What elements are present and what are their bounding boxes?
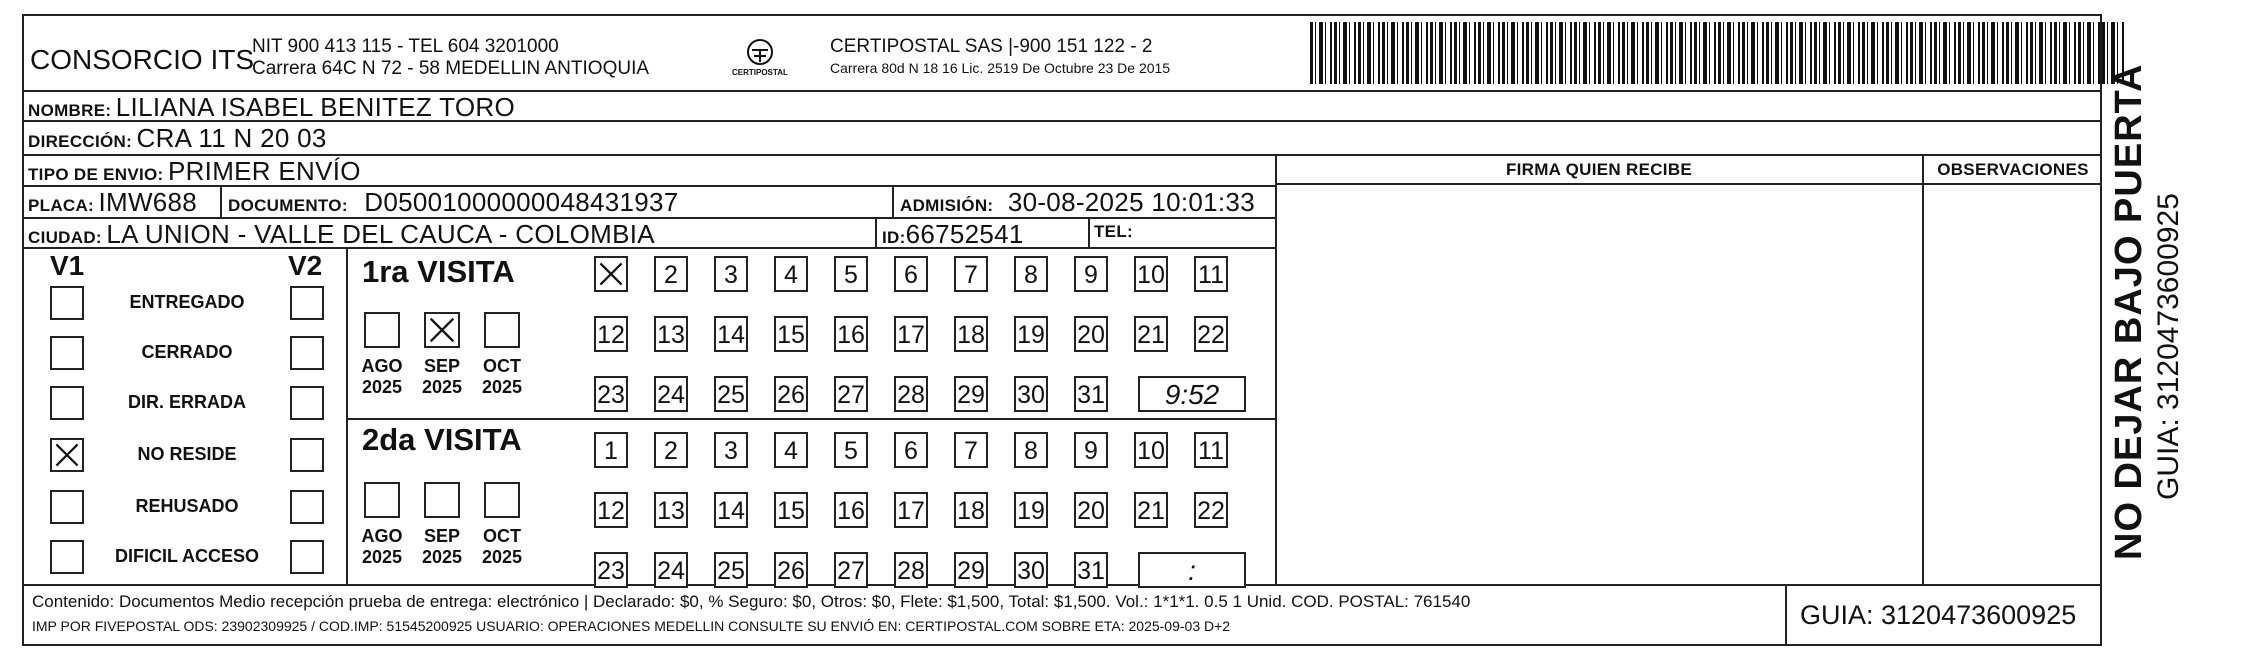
day-box[interactable]: 14 xyxy=(714,316,748,352)
v1-label: V1 xyxy=(50,250,85,281)
day-box[interactable]: 28 xyxy=(894,552,928,588)
side-warning: NO DEJAR BAJO PUERTA xyxy=(2108,63,2150,560)
day-box[interactable]: 6 xyxy=(894,256,928,292)
month-label: SEP 2025 xyxy=(421,526,463,567)
time-box[interactable]: 9:52 xyxy=(1138,376,1246,412)
day-box[interactable]: 21 xyxy=(1134,316,1168,352)
visit1-title: 1ra VISITA xyxy=(362,254,515,289)
v2-checkbox[interactable] xyxy=(290,286,324,320)
v1-checkbox[interactable] xyxy=(50,490,84,524)
id-row xyxy=(882,219,1024,250)
day-box[interactable]: 26 xyxy=(774,376,808,412)
nombre-value: LILIANA ISABEL BENITEZ TORO xyxy=(115,92,515,122)
month-checkbox[interactable] xyxy=(364,482,400,518)
nombre-row xyxy=(28,92,515,123)
x-mark-icon xyxy=(426,314,458,346)
day-box[interactable]: 25 xyxy=(714,376,748,412)
x-mark-icon xyxy=(52,440,82,470)
day-box[interactable]: 15 xyxy=(774,316,808,352)
v2-checkbox[interactable] xyxy=(290,386,324,420)
status-label: DIR. ERRADA xyxy=(127,392,246,412)
side-guia: GUIA: 3120473600925 xyxy=(2152,193,2185,500)
placa-row xyxy=(28,187,197,218)
month-label: OCT 2025 xyxy=(481,526,523,567)
day-box[interactable]: 4 xyxy=(774,432,808,468)
v1-checkbox[interactable] xyxy=(50,540,84,574)
direccion-value: CRA 11 N 20 03 xyxy=(136,123,327,153)
day-box[interactable]: 26 xyxy=(774,552,808,588)
id-label: ID: xyxy=(882,228,906,247)
v2-checkbox[interactable] xyxy=(290,438,324,472)
tipo-label: TIPO DE ENVIO: xyxy=(28,165,164,184)
day-box[interactable]: 7 xyxy=(954,432,988,468)
x-mark-icon xyxy=(596,258,626,290)
address-line: Carrera 64C N 72 - 58 MEDELLIN ANTIOQUIA xyxy=(252,58,650,79)
month-checkbox[interactable] xyxy=(484,312,520,348)
day-box[interactable]: 27 xyxy=(834,376,868,412)
day-box[interactable]: 30 xyxy=(1014,552,1048,588)
day-box[interactable]: 19 xyxy=(1014,492,1048,528)
day-box[interactable]: 9 xyxy=(1074,432,1108,468)
admision-label: ADMISIÓN: xyxy=(900,196,994,215)
status-label: DIFICIL ACCESO xyxy=(114,546,259,566)
certipostal-line: CERTIPOSTAL SAS |-900 151 122 - 2 xyxy=(830,36,1153,57)
day-box[interactable]: 7 xyxy=(954,256,988,292)
observaciones-header: OBSERVACIONES xyxy=(1937,160,2089,179)
day-box[interactable]: 10 xyxy=(1134,256,1168,292)
nombre-label: NOMBRE: xyxy=(28,101,112,120)
day-box[interactable]: 22 xyxy=(1194,316,1228,352)
day-box[interactable]: 4 xyxy=(774,256,808,292)
day-box[interactable]: 5 xyxy=(834,432,868,468)
day-box[interactable]: 17 xyxy=(894,316,928,352)
logo-text: CERTIPOSTAL xyxy=(732,68,788,77)
day-box[interactable] xyxy=(594,256,628,292)
day-box[interactable]: 20 xyxy=(1074,492,1108,528)
v2-checkbox[interactable] xyxy=(290,490,324,524)
v1-checkbox[interactable] xyxy=(50,336,84,370)
documento-value: D05001000000048431937 xyxy=(364,187,679,217)
day-box[interactable]: 8 xyxy=(1014,432,1048,468)
day-box[interactable]: 3 xyxy=(714,256,748,292)
ciudad-label: CIUDAD: xyxy=(28,228,102,247)
day-box[interactable]: 6 xyxy=(894,432,928,468)
day-box[interactable]: 11 xyxy=(1194,432,1228,468)
direccion-row xyxy=(28,123,327,154)
day-box[interactable]: 13 xyxy=(654,316,688,352)
day-box[interactable]: 11 xyxy=(1194,256,1228,292)
month-checkbox[interactable] xyxy=(424,312,460,348)
day-box[interactable]: 23 xyxy=(594,552,628,588)
placa-label: PLACA: xyxy=(28,196,95,215)
day-box[interactable]: 9 xyxy=(1074,256,1108,292)
day-box[interactable]: 16 xyxy=(834,492,868,528)
month-checkbox[interactable] xyxy=(484,482,520,518)
time-box[interactable]: : xyxy=(1138,552,1246,588)
day-box[interactable]: 30 xyxy=(1014,376,1048,412)
v1-checkbox[interactable] xyxy=(50,286,84,320)
day-box[interactable]: 8 xyxy=(1014,256,1048,292)
documento-label: DOCUMENTO: xyxy=(228,196,348,215)
day-box[interactable]: 12 xyxy=(594,492,628,528)
footer-line1: Contenido: Documentos Medio recepción prueba de entrega: electrónico | Declarado: $0, % Seguro: $0, Otros: $0, Flete: $1,500, Total: $1,500. Vol.: 1*1*1. 0.5 1 Unid. COD. POSTAL: 761540 xyxy=(32,592,1471,611)
day-box[interactable]: 18 xyxy=(954,492,988,528)
tipo-row xyxy=(28,156,361,187)
day-box[interactable]: 16 xyxy=(834,316,868,352)
status-label: CERRADO xyxy=(141,342,233,362)
status-label: ENTREGADO xyxy=(129,292,245,312)
company-name: CONSORCIO ITS xyxy=(30,44,255,75)
visit2-title: 2da VISITA xyxy=(362,422,522,457)
month-label: AGO 2025 xyxy=(361,356,403,397)
day-box[interactable]: 2 xyxy=(654,432,688,468)
day-box[interactable]: 3 xyxy=(714,432,748,468)
id-value: 66752541 xyxy=(905,219,1024,249)
day-box[interactable]: 21 xyxy=(1134,492,1168,528)
tipo-value: PRIMER ENVÍO xyxy=(167,156,361,186)
ciudad-value: LA UNION - VALLE DEL CAUCA - COLOMBIA xyxy=(106,219,655,249)
month-label: AGO 2025 xyxy=(361,526,403,567)
day-box[interactable]: 1 xyxy=(594,432,628,468)
certipostal-address: Carrera 80d N 18 16 Lic. 2519 De Octubre 23 De 2015 xyxy=(830,60,1171,76)
day-box[interactable]: 12 xyxy=(594,316,628,352)
month-checkbox[interactable] xyxy=(424,482,460,518)
day-box[interactable]: 22 xyxy=(1194,492,1228,528)
v2-label: V2 xyxy=(288,250,323,281)
tel-row xyxy=(1094,222,1133,242)
day-box[interactable]: 2 xyxy=(654,256,688,292)
day-box[interactable]: 10 xyxy=(1134,432,1168,468)
status-label: REHUSADO xyxy=(135,496,239,516)
day-box[interactable]: 29 xyxy=(954,552,988,588)
day-box[interactable]: 14 xyxy=(714,492,748,528)
v2-checkbox[interactable] xyxy=(290,336,324,370)
month-checkbox[interactable] xyxy=(364,312,400,348)
day-box[interactable]: 29 xyxy=(954,376,988,412)
day-box[interactable]: 23 xyxy=(594,376,628,412)
documento-row xyxy=(228,187,679,218)
placa-value: IMW688 xyxy=(98,187,198,217)
footer-guia: GUIA: 3120473600925 xyxy=(1800,600,2077,630)
day-box[interactable]: 20 xyxy=(1074,316,1108,352)
ciudad-row xyxy=(28,219,655,250)
day-box[interactable]: 31 xyxy=(1074,552,1108,588)
admision-row xyxy=(900,187,1255,218)
day-box[interactable]: 5 xyxy=(834,256,868,292)
firma-header: FIRMA QUIEN RECIBE xyxy=(1505,160,1693,179)
month-label: OCT 2025 xyxy=(481,356,523,397)
month-label: SEP 2025 xyxy=(421,356,463,397)
footer-line2: IMP POR FIVEPOSTAL ODS: 23902309925 / COD.IMP: 51545200925 USUARIO: OPERACIONES MEDELLIN CONSULTE SU ENVIÓ EN: CERTIPOSTAL.COM SOBRE ETA: 2025-09-03 D+2 xyxy=(32,618,1231,634)
v1-checkbox[interactable] xyxy=(50,438,84,472)
day-box[interactable]: 24 xyxy=(654,552,688,588)
day-box[interactable]: 13 xyxy=(654,492,688,528)
nit-line: NIT 900 413 115 - TEL 604 3201000 xyxy=(252,36,559,57)
day-box[interactable]: 24 xyxy=(654,376,688,412)
day-box[interactable]: 19 xyxy=(1014,316,1048,352)
day-box[interactable]: 25 xyxy=(714,552,748,588)
day-box[interactable]: 17 xyxy=(894,492,928,528)
day-box[interactable]: 27 xyxy=(834,552,868,588)
direccion-label: DIRECCIÓN: xyxy=(28,132,133,151)
day-box[interactable]: 28 xyxy=(894,376,928,412)
status-label: NO RESIDE xyxy=(137,444,237,464)
v2-checkbox[interactable] xyxy=(290,540,324,574)
day-box[interactable]: 15 xyxy=(774,492,808,528)
v1-checkbox[interactable] xyxy=(50,386,84,420)
tel-label: TEL: xyxy=(1094,222,1133,241)
day-box[interactable]: 31 xyxy=(1074,376,1108,412)
admision-value: 30-08-2025 10:01:33 xyxy=(1007,187,1255,217)
day-box[interactable]: 18 xyxy=(954,316,988,352)
